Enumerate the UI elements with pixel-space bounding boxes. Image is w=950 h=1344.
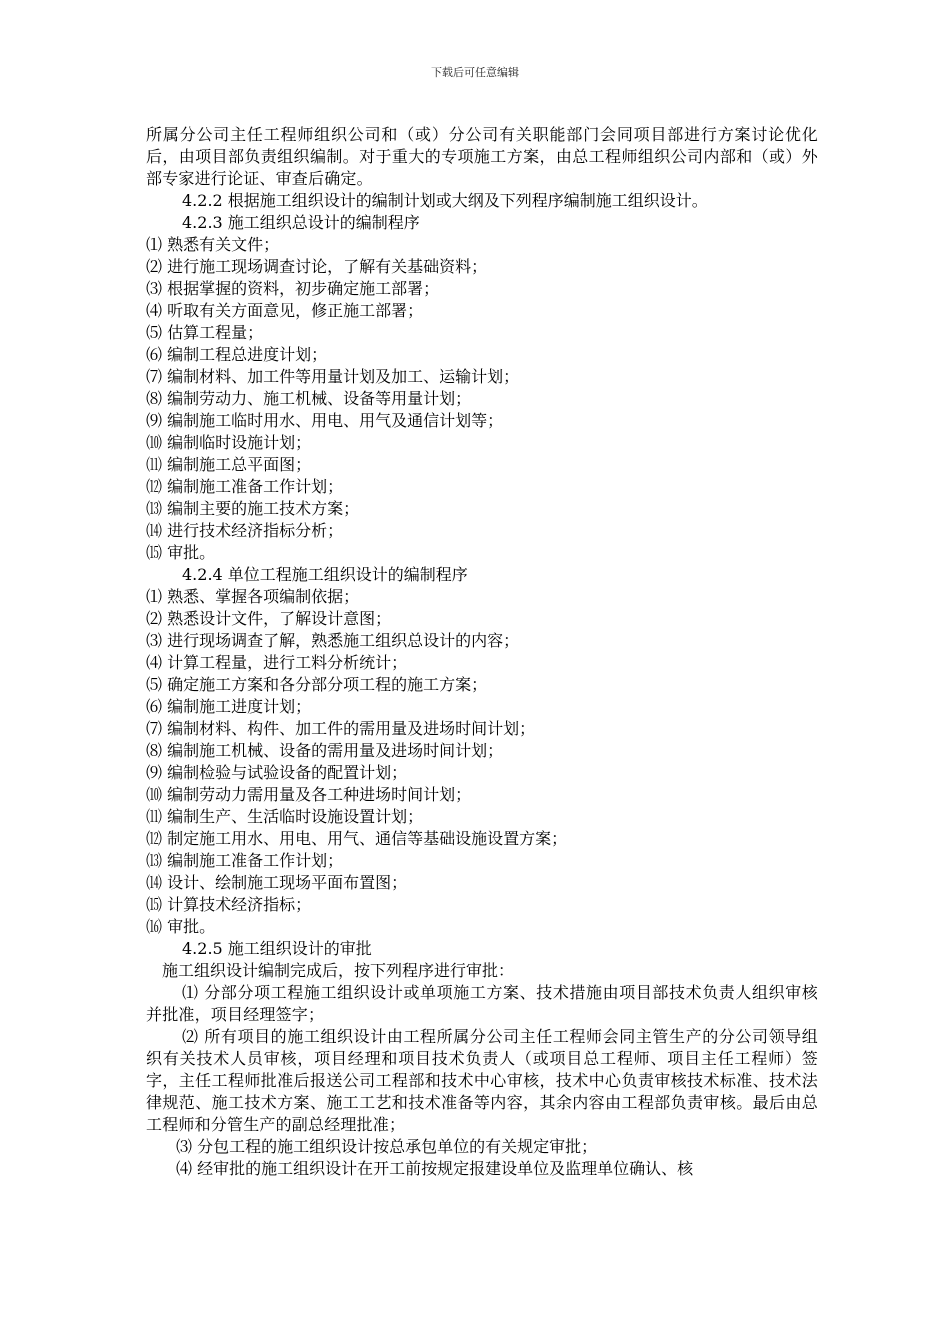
list-item: ⒂ 计算技术经济指标； (146, 895, 312, 914)
section-4-2-5-intro: 施工组织设计编制完成后，按下列程序进行审批： (162, 961, 515, 980)
list-item: ⑼ 编制施工临时用水、用电、用气及通信计划等； (146, 411, 504, 430)
list-item: ⑸ 确定施工方案和各分部分项工程的施工方案； (146, 675, 488, 694)
approval-step-1: ⑴ 分部分项工程施工组织设计或单项施工方案、技术措施由项目部技术负责人组织审核并批准，项目经理签字； (146, 983, 818, 1024)
list-item: ⑿ 编制施工准备工作计划； (146, 477, 344, 496)
list-item: ⒂ 审批。 (146, 543, 216, 562)
approval-step-4: ⑷ 经审批的施工组织设计在开工前按规定报建设单位及监理单位确认、核 (176, 1159, 694, 1178)
list-item: ⑿ 制定施工用水、用电、用气、通信等基础设施设置方案； (146, 829, 568, 848)
list-item: ⒀ 编制施工准备工作计划； (146, 851, 344, 870)
list-item: ⑴ 熟悉有关文件； (146, 235, 280, 254)
list-item: ⑼ 编制检验与试验设备的配置计划； (146, 763, 408, 782)
list-item: ⑹ 编制工程总进度计划； (146, 345, 328, 364)
section-4-2-5-title: 4.2.5 施工组织设计的审批 (182, 939, 372, 958)
section-4-2-4-list (146, 586, 818, 938)
page-header: 下载后可任意编辑 (431, 66, 519, 79)
list-item: ⑽ 编制劳动力需用量及各工种进场时间计划； (146, 785, 472, 804)
section-4-2-3-list (146, 234, 818, 564)
section-4-2-3-title: 4.2.3 施工组织总设计的编制程序 (182, 213, 420, 232)
opening-paragraph: 所属分公司主任工程师组织公司和（或）分公司有关职能部门会同项目部进行方案讨论优化后，由项目部负责组织编制。对于重大的专项施工方案，由总工程师组织公司内部和（或）外部专家进行论证、审查后确定。 (146, 125, 818, 188)
list-item: ⒁ 进行技术经济指标分析； (146, 521, 344, 540)
list-item: ⑾ 编制生产、生活临时设施设置计划； (146, 807, 424, 826)
section-4-2-4-title: 4.2.4 单位工程施工组织设计的编制程序 (182, 565, 468, 584)
list-item: ⑻ 编制施工机械、设备的需用量及进场时间计划； (146, 741, 504, 760)
list-item: ⑵ 熟悉设计文件，了解设计意图； (146, 609, 392, 628)
list-item: ⑺ 编制材料、加工件等用量计划及加工、运输计划； (146, 367, 520, 386)
approval-step-2: ⑵ 所有项目的施工组织设计由工程所属分公司主任工程师会同主管生产的分公司领导组织有关技术人员审核，项目经理和项目技术负责人（或项目总工程师、项目主任工程师）签字，主任工程师批准后报送公司工程部和技术中心审核，技术中心负责审核技术标准、技术法律规范、施工技术方案、施工工艺和技术准备等内容，其余内容由工程部负责审核。最后由总工程师和分管生产的副总经理批准； (146, 1027, 818, 1134)
list-item: ⑻ 编制劳动力、施工机械、设备等用量计划； (146, 389, 472, 408)
document-body (146, 124, 818, 1180)
list-item: ⑸ 估算工程量； (146, 323, 264, 342)
list-item: ⑺ 编制材料、构件、加工件的需用量及进场时间计划； (146, 719, 536, 738)
list-item: ⑶ 根据掌握的资料，初步确定施工部署； (146, 279, 440, 298)
list-item: ⑷ 计算工程量，进行工料分析统计； (146, 653, 408, 672)
list-item: ⑶ 进行现场调查了解，熟悉施工组织总设计的内容； (146, 631, 520, 650)
list-item: ⒀ 编制主要的施工技术方案； (146, 499, 360, 518)
list-item: ⑽ 编制临时设施计划； (146, 433, 312, 452)
list-item: ⑷ 听取有关方面意见，修正施工部署； (146, 301, 424, 320)
list-item: ⒃ 审批。 (146, 917, 216, 936)
list-item: ⑹ 编制施工进度计划； (146, 697, 312, 716)
approval-step-3: ⑶ 分包工程的施工组织设计按总承包单位的有关规定审批； (176, 1137, 598, 1156)
list-item: ⑵ 进行施工现场调查讨论，了解有关基础资料； (146, 257, 488, 276)
section-4-2-2: 4.2.2 根据施工组织设计的编制计划或大纲及下列程序编制施工组织设计。 (182, 191, 708, 210)
list-item: ⑾ 编制施工总平面图； (146, 455, 312, 474)
list-item: ⑴ 熟悉、掌握各项编制依据； (146, 587, 360, 606)
list-item: ⒁ 设计、绘制施工现场平面布置图； (146, 873, 408, 892)
